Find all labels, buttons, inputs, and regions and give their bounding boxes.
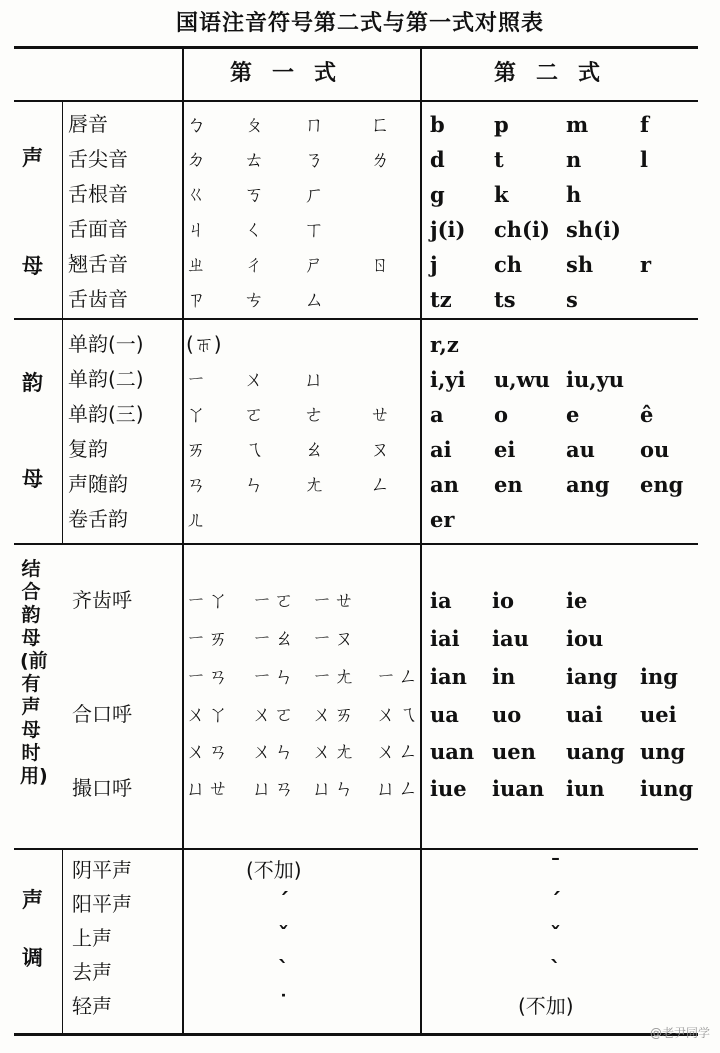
initial-romanization: t xyxy=(494,147,504,172)
initial-zhuyin-symbol: ㄐ xyxy=(186,217,206,241)
combined-zhuyin-symbol: ㄨㄟ xyxy=(376,702,420,726)
tone-mark-first: (不加) xyxy=(246,858,302,882)
initial-romanization: ts xyxy=(494,287,516,312)
initial-romanization: ch xyxy=(494,252,523,277)
initial-romanization: h xyxy=(566,182,582,207)
tone-mark-second: ˋ xyxy=(550,958,561,983)
rule-col-first xyxy=(182,46,184,1034)
final-zhuyin-symbol: ㄠ xyxy=(304,437,324,461)
initial-romanization: m xyxy=(566,112,589,137)
combined-romanization: ing xyxy=(640,664,678,689)
initial-zhuyin-symbol: ㄑ xyxy=(244,217,264,241)
tone-mark-second: ˇ xyxy=(550,924,561,949)
tone-row-label: 去声 xyxy=(72,960,112,984)
final-romanization: ai xyxy=(430,437,452,462)
combined-zhuyin-symbol: ㄩㄢ xyxy=(252,776,296,800)
initial-romanization: k xyxy=(494,182,509,207)
combined-romanization: ung xyxy=(640,739,686,764)
initial-romanization: sh xyxy=(566,252,594,277)
group-finals-char: 母 xyxy=(22,467,43,491)
final-romanization: e xyxy=(566,402,580,427)
final-zhuyin-symbol: ㄜ xyxy=(304,402,324,426)
combined-romanization: uo xyxy=(492,702,522,727)
combined-zhuyin-symbol: ㄨㄞ xyxy=(312,702,356,726)
combined-romanization: in xyxy=(492,664,516,689)
final-zhuyin-symbol: ㄣ xyxy=(244,472,264,496)
rule-combined xyxy=(14,848,698,850)
combined-zhuyin-symbol: ㄧㄤ xyxy=(312,664,356,688)
combined-romanization: ie xyxy=(566,588,588,613)
header-second-form: 第二式 xyxy=(494,61,621,86)
initial-romanization: tz xyxy=(430,287,452,312)
initial-zhuyin-symbol: ㄔ xyxy=(244,252,264,276)
combined-romanization: ua xyxy=(430,702,459,727)
rule-col-second xyxy=(420,46,422,1034)
combined-zhuyin-symbol: ㄧㄢ xyxy=(186,664,230,688)
rule-finals xyxy=(14,543,698,545)
initial-zhuyin-symbol: ㄍ xyxy=(186,182,206,206)
initial-row-label: 舌面音 xyxy=(68,217,128,241)
group-tones-char: 声 xyxy=(22,888,43,912)
final-zhuyin-symbol: ㄦ xyxy=(186,507,206,531)
combined-romanization: iun xyxy=(566,776,605,801)
initial-zhuyin-symbol: ㄆ xyxy=(244,112,264,136)
final-romanization: au xyxy=(566,437,595,462)
combined-romanization: iuan xyxy=(492,776,545,801)
final-zhuyin-symbol: ㄚ xyxy=(186,402,206,426)
final-zhuyin-symbol: (ㄭ) xyxy=(186,332,222,356)
initial-romanization: g xyxy=(430,182,445,207)
combined-romanization: iang xyxy=(566,664,618,689)
combined-romanization: ian xyxy=(430,664,467,689)
combined-zhuyin-symbol: ㄨㄥ xyxy=(376,739,420,763)
combined-romanization: iau xyxy=(492,626,529,651)
combined-zhuyin-symbol: ㄨㄢ xyxy=(186,739,230,763)
initial-romanization: j(i) xyxy=(430,217,466,242)
tone-mark-second: ˉ xyxy=(550,856,561,881)
initial-row-label: 翘舌音 xyxy=(68,252,128,276)
initial-zhuyin-symbol: ㄉ xyxy=(186,147,206,171)
final-romanization: er xyxy=(430,507,455,532)
tone-mark-second: (不加) xyxy=(518,994,574,1018)
initial-row-label: 舌尖音 xyxy=(68,147,128,171)
group-finals-char: 韵 xyxy=(22,371,43,395)
final-row-label: 声随韵 xyxy=(68,472,128,496)
combined-row-label: 齐齿呼 xyxy=(72,588,132,612)
final-zhuyin-symbol: ㄛ xyxy=(244,402,264,426)
combined-zhuyin-symbol: ㄧㄠ xyxy=(252,626,296,650)
final-romanization: ang xyxy=(566,472,610,497)
initial-zhuyin-symbol: ㄊ xyxy=(244,147,264,171)
header-first-form: 第一式 xyxy=(230,61,357,86)
initial-romanization: f xyxy=(640,112,650,137)
final-romanization: ou xyxy=(640,437,670,462)
combined-zhuyin-symbol: ㄧㄥ xyxy=(376,664,420,688)
initial-zhuyin-symbol: ㄗ xyxy=(186,287,206,311)
final-romanization: o xyxy=(494,402,509,427)
final-zhuyin-symbol: ㄧ xyxy=(186,367,206,391)
final-zhuyin-symbol: ㄝ xyxy=(370,402,390,426)
combined-romanization: iou xyxy=(566,626,604,651)
initial-row-label: 唇音 xyxy=(68,112,108,136)
initial-zhuyin-symbol: ㄏ xyxy=(304,182,324,206)
group-initials-char: 声 xyxy=(22,146,43,170)
initial-zhuyin-symbol: ㄒ xyxy=(304,217,324,241)
initial-romanization: p xyxy=(494,112,509,137)
final-romanization: ei xyxy=(494,437,516,462)
combined-zhuyin-symbol: ㄨㄚ xyxy=(186,702,230,726)
combined-romanization: iai xyxy=(430,626,460,651)
final-zhuyin-symbol: ㄟ xyxy=(244,437,264,461)
initial-zhuyin-symbol: ㄋ xyxy=(304,147,324,171)
final-zhuyin-symbol: ㄤ xyxy=(304,472,324,496)
combined-romanization: uai xyxy=(566,702,603,727)
initial-romanization: n xyxy=(566,147,582,172)
combined-zhuyin-symbol: ㄩㄣ xyxy=(312,776,356,800)
final-row-label: 单韵(三) xyxy=(68,402,144,426)
initial-zhuyin-symbol: ㄓ xyxy=(186,252,206,276)
final-zhuyin-symbol: ㄢ xyxy=(186,472,206,496)
final-row-label: 单韵(一) xyxy=(68,332,144,356)
rule-sub-finals xyxy=(62,318,63,543)
initial-romanization: ch(i) xyxy=(494,217,550,242)
initial-zhuyin-symbol: ㄙ xyxy=(304,287,324,311)
combined-romanization: iue xyxy=(430,776,467,801)
combined-romanization: io xyxy=(492,588,514,613)
initial-zhuyin-symbol: ㄘ xyxy=(244,287,264,311)
group-initials-char: 母 xyxy=(22,254,43,278)
rule-header xyxy=(14,100,698,102)
combined-zhuyin-symbol: ㄩㄥ xyxy=(376,776,420,800)
initial-zhuyin-symbol: ㄅ xyxy=(186,112,206,136)
combined-zhuyin-symbol: ㄧㄛ xyxy=(252,588,296,612)
initial-row-label: 舌齿音 xyxy=(68,287,128,311)
tone-mark-first: ˙ xyxy=(278,992,289,1017)
final-row-label: 单韵(二) xyxy=(68,367,144,391)
group-combined-label: 结合韵母(前有声母时用) xyxy=(20,558,48,787)
combined-romanization: ia xyxy=(430,588,452,613)
initial-romanization: j xyxy=(430,252,438,277)
initial-zhuyin-symbol: ㄌ xyxy=(370,147,390,171)
initial-romanization: sh(i) xyxy=(566,217,621,242)
combined-romanization: iung xyxy=(640,776,694,801)
combined-zhuyin-symbol: ㄧㄚ xyxy=(186,588,230,612)
final-romanization: eng xyxy=(640,472,684,497)
tone-row-label: 阳平声 xyxy=(72,892,132,916)
table-title: 国语注音符号第二式与第一式对照表 xyxy=(175,11,544,36)
final-romanization: u,wu xyxy=(494,367,550,392)
final-row-label: 复韵 xyxy=(68,437,108,461)
final-romanization: i,yi xyxy=(430,367,466,392)
tone-row-label: 上声 xyxy=(72,926,112,950)
final-zhuyin-symbol: ㄥ xyxy=(370,472,390,496)
rule-sub-initials xyxy=(62,100,63,318)
group-tones-char: 调 xyxy=(22,946,43,970)
initial-romanization: r xyxy=(640,252,652,277)
final-romanization: an xyxy=(430,472,459,497)
combined-zhuyin-symbol: ㄧㄣ xyxy=(252,664,296,688)
tone-row-label: 阴平声 xyxy=(72,858,132,882)
combined-romanization: uen xyxy=(492,739,536,764)
combined-romanization: uei xyxy=(640,702,677,727)
initial-romanization: l xyxy=(640,147,648,172)
final-zhuyin-symbol: ㄡ xyxy=(370,437,390,461)
combined-romanization: uan xyxy=(430,739,475,764)
final-zhuyin-symbol: ㄨ xyxy=(244,367,264,391)
final-romanization: a xyxy=(430,402,444,427)
final-romanization: iu,yu xyxy=(566,367,625,392)
combined-zhuyin-symbol: ㄨㄛ xyxy=(252,702,296,726)
rule-bottom xyxy=(14,1033,698,1036)
combined-zhuyin-symbol: ㄧㄝ xyxy=(312,588,356,612)
final-zhuyin-symbol: ㄩ xyxy=(304,367,324,391)
initial-romanization: d xyxy=(430,147,445,172)
rule-initials xyxy=(14,318,698,320)
combined-zhuyin-symbol: ㄧㄡ xyxy=(312,626,356,650)
tone-mark-first: ˊ xyxy=(278,890,289,915)
combined-zhuyin-symbol: ㄧㄞ xyxy=(186,626,230,650)
combined-row-label: 合口呼 xyxy=(72,702,132,726)
tone-mark-first: ˇ xyxy=(278,924,289,949)
final-romanization: ê xyxy=(640,402,654,427)
combined-zhuyin-symbol: ㄩㄝ xyxy=(186,776,230,800)
final-row-label: 卷舌韵 xyxy=(68,507,128,531)
combined-romanization: uang xyxy=(566,739,625,764)
tone-mark-second: ˊ xyxy=(550,890,561,915)
initial-zhuyin-symbol: ㄎ xyxy=(244,182,264,206)
final-romanization: en xyxy=(494,472,523,497)
initial-row-label: 舌根音 xyxy=(68,182,128,206)
rule-sub-tones xyxy=(62,848,63,1034)
final-zhuyin-symbol: ㄞ xyxy=(186,437,206,461)
rule-top xyxy=(14,46,698,49)
initial-zhuyin-symbol: ㄇ xyxy=(304,112,324,136)
combined-zhuyin-symbol: ㄨㄤ xyxy=(312,739,356,763)
tone-row-label: 轻声 xyxy=(72,994,112,1018)
final-romanization: r,z xyxy=(430,332,459,357)
combined-zhuyin-symbol: ㄨㄣ xyxy=(252,739,296,763)
initial-romanization: b xyxy=(430,112,445,137)
initial-romanization: s xyxy=(566,287,578,312)
initial-zhuyin-symbol: ㄖ xyxy=(370,252,390,276)
initial-zhuyin-symbol: ㄈ xyxy=(370,112,390,136)
combined-row-label: 撮口呼 xyxy=(72,776,132,800)
watermark: @老尹同学 xyxy=(649,1026,710,1040)
initial-zhuyin-symbol: ㄕ xyxy=(304,252,324,276)
tone-mark-first: ˋ xyxy=(278,958,289,983)
